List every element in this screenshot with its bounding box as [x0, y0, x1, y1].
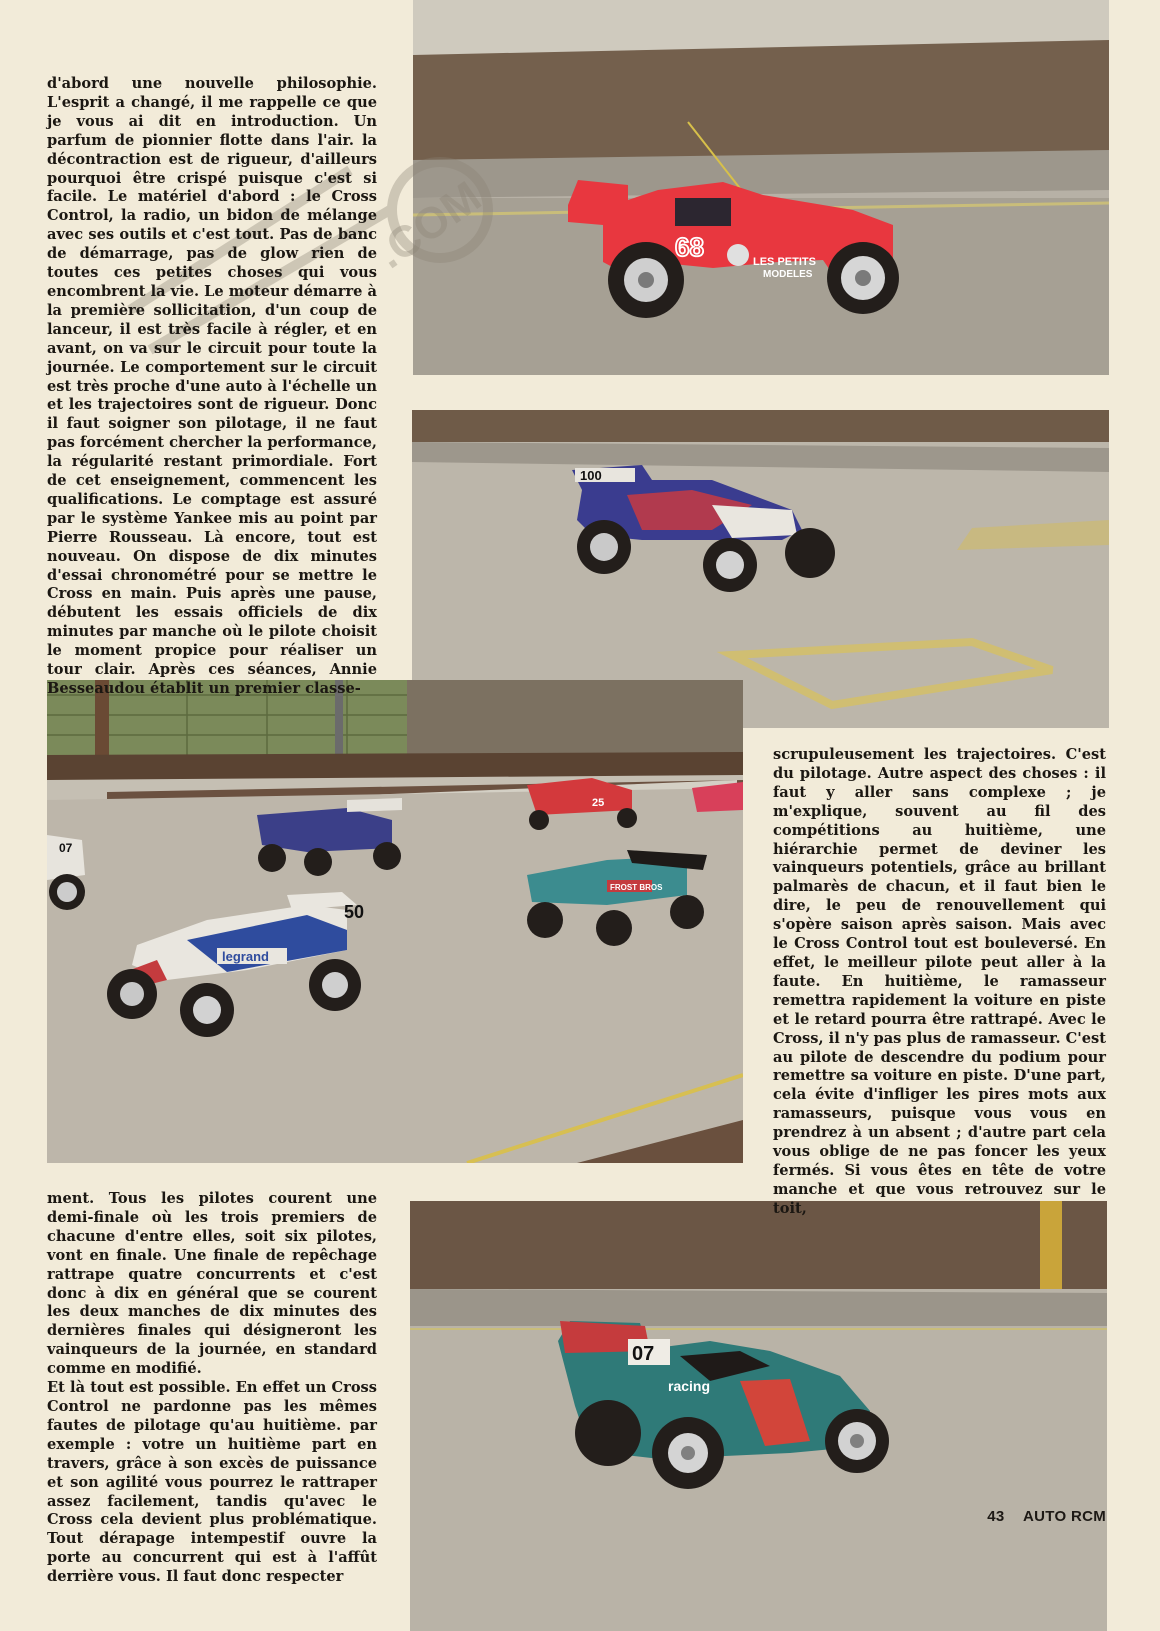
svg-text:25: 25 — [592, 797, 605, 809]
paragraph: ment. Tous les pilotes courent une demi-finale où les trois premiers de chacune d'entre elles, soit six pilotes, vont en finale. Une finale de repêchage rattrape quatre concurrents et c'est donc à dix en général que se courent les deux manches de dix minutes des dernières finales qui désigneront les vainqueurs de la journée, en standard comme en modifié. — [47, 1190, 377, 1378]
car-number-07: 07 — [632, 1343, 655, 1365]
svg-text:.COM: .COM — [367, 172, 490, 279]
photo-race-group — [47, 680, 743, 1163]
car-number-68 — [675, 232, 704, 262]
photo-racing-buggy-07 — [410, 1201, 1107, 1631]
article-column-left-bottom — [47, 1190, 377, 1587]
magazine-name: AUTO RCM — [1023, 1508, 1106, 1525]
svg-text:07: 07 — [59, 841, 73, 855]
car-livery-text: LES PETITS — [753, 256, 816, 268]
car-number-100: 100 — [580, 468, 602, 483]
page-number: 43 — [987, 1508, 1005, 1525]
article-column-right-middle: scrupuleusement les trajectoires. C'est du pilotage. Autre aspect des choses : il faut y aller sans complexe ; je m'explique, souvent au fil des compétitions au huitième, une hiérarchie permet de deviner les vainqueurs potentiels, grâce au brillant palmarès de chacun, et il faut bien le dire, le peu de renouvellement qui s'opère saison après saison. Mais avec le Cross Control tout est bouleversé. En effet, le meilleur pilote peut aller à la faute. En huitième, le ramasseur remettra rapidement la voiture en piste et le retard pourra être rattrapé. Avec le Cross, il n'y pas plus de ramasseur. C'est au pilote de descendre du podium pour remettre sa voiture en piste. D'une part, cela évite d'infliger les pires mots aux ramasseurs, puisque vous vous en prendrez à un absent ; d'autre part cela vous oblige de ne pas foncer les yeux fermés. Si vous êtes en tête de votre manche et que vous retrouvez sur le toit, — [773, 746, 1106, 1217]
page-footer — [973, 1508, 1106, 1525]
sponsor-legrand: legrand — [222, 949, 269, 964]
article-column-left-top: d'abord une nouvelle philosophie. L'esprit a changé, il me rappelle ce que je vous ai dit en introduction. Un parfum de pionnier flotte dans l'air. la décontraction est de rigueur, d'ailleurs pourquoi être crispé puisque c'est si facile. Le matériel d'abord : le Cross Control, la radio, un bidon de mélange avec ses outils et c'est tout. Pas de banc de démarrage, pas de glow rien de toutes ces petites choses qui vous encombrent la vie. Le moteur démarre à la première sollicitation, d'un coup de lanceur, il est très facile à régler, et en avant, on va sur le circuit pour toute la journée. Le comportement sur le circuit est très proche d'une auto à l'échelle un et les trajectoires sont de rigueur. Donc il faut soigner son pilotage, il ne faut pas forcément chercher la performance, la régularité restant primordiale. Fort de cet enseignement, commencent les qualifications. Le comptage est assuré par le système Yankee mis au point par Pierre Rousseau. Là encore, tout est nouveau. On dispose de dix minutes d'essai chronométré pour se mettre le Cross en main. Puis après une pause, débutent les essais officiels de dix minutes par manche où le pilote choisit le moment propice pour réaliser un tour clair. Après ces séances, Annie Besseaudou établit un premier classe- — [47, 75, 377, 697]
svg-text:50: 50 — [344, 902, 365, 922]
svg-text:FROST BROS: FROST BROS — [610, 883, 663, 892]
sponsor-racing: racing — [668, 1378, 711, 1394]
paragraph: Et là tout est possible. En effet un Cross Control ne pardonne pas les mêmes fautes de pilotage qu'au huitième. par exemple : votre un huitième part en travers, grâce à son excès de puissance et son agilité vous pourrez le rattraper assez facilement, tandis qu'avec le Cross cela devient plus problématique. Tout dérapage intempestif ouvre la porte au concurrent qui est à l'affût derrière vous. Il faut donc respecter — [47, 1379, 377, 1586]
svg-text:68: 68 — [675, 232, 704, 262]
photo-red-buggy — [413, 0, 1109, 375]
svg-text:MODELES: MODELES — [763, 269, 813, 280]
